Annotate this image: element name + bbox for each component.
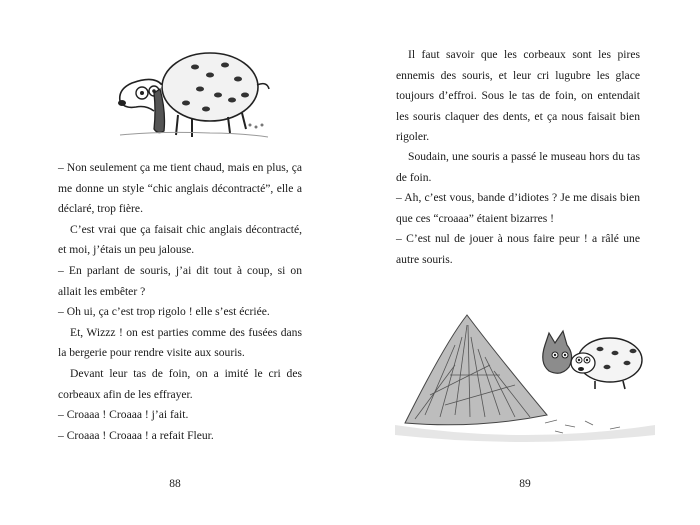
left-paragraph-2: C’est vrai que ça faisait chic anglais décontracté, et moi, j’étais un peu jalouse. <box>58 222 302 257</box>
dog-with-blanket-illustration <box>100 45 270 145</box>
left-paragraph-4: – Oh ui, ça c’est trop rigolo ! elle s’est écriée. <box>58 305 270 319</box>
right-page <box>350 0 700 525</box>
haystack-drawing <box>395 305 655 445</box>
left-paragraph-1: – Non seulement ça me tient chaud, mais en plus, ça me donne un style “chic anglais décontracté”, elle a déclaré, trop fière. <box>58 161 302 216</box>
right-paragraph-2: Soudain, une souris a passé le museau hors du tas de foin. <box>396 150 640 184</box>
page-number-left: 88 <box>169 478 181 490</box>
page-number-right: 89 <box>519 478 531 490</box>
haystack-with-dogs-illustration <box>395 305 655 445</box>
right-page-text-bottom <box>396 147 640 271</box>
right-paragraph-3: – Ah, c’est vous, bande d’idiotes ? Je me disais bien que ces “croaaa” étaient bizarres ! <box>396 191 640 225</box>
left-paragraph-5: Et, Wizzz ! on est parties comme des fusées dans la bergerie pour rendre visite aux souris. <box>58 325 302 360</box>
left-paragraph-6: Devant leur tas de foin, on a imité le cri des corbeaux afin de les effrayer. <box>58 366 302 401</box>
left-paragraph-7: – Croaaa ! Croaaa ! j’ai fait. <box>58 408 189 422</box>
left-paragraph-8: – Croaaa ! Croaaa ! a refait Fleur. <box>58 428 214 442</box>
right-page-text-top <box>396 45 640 148</box>
right-paragraph-1: Il faut savoir que les corbeaux sont les pires ennemis des souris, et leur cri lugubre les glace toujours d’effroi. Sous le tas de foin, on entendait les souris claquer des dents, et ça nous faisait bien rigoler. <box>396 48 640 144</box>
left-page-text <box>58 158 302 446</box>
dog-blanket-drawing <box>100 45 270 145</box>
left-paragraph-3: – En parlant de souris, j’ai dit tout à coup, si on allait les embêter ? <box>58 263 302 298</box>
right-paragraph-4: – C’est nul de jouer à nous faire peur ! a râlé une autre souris. <box>396 232 640 266</box>
